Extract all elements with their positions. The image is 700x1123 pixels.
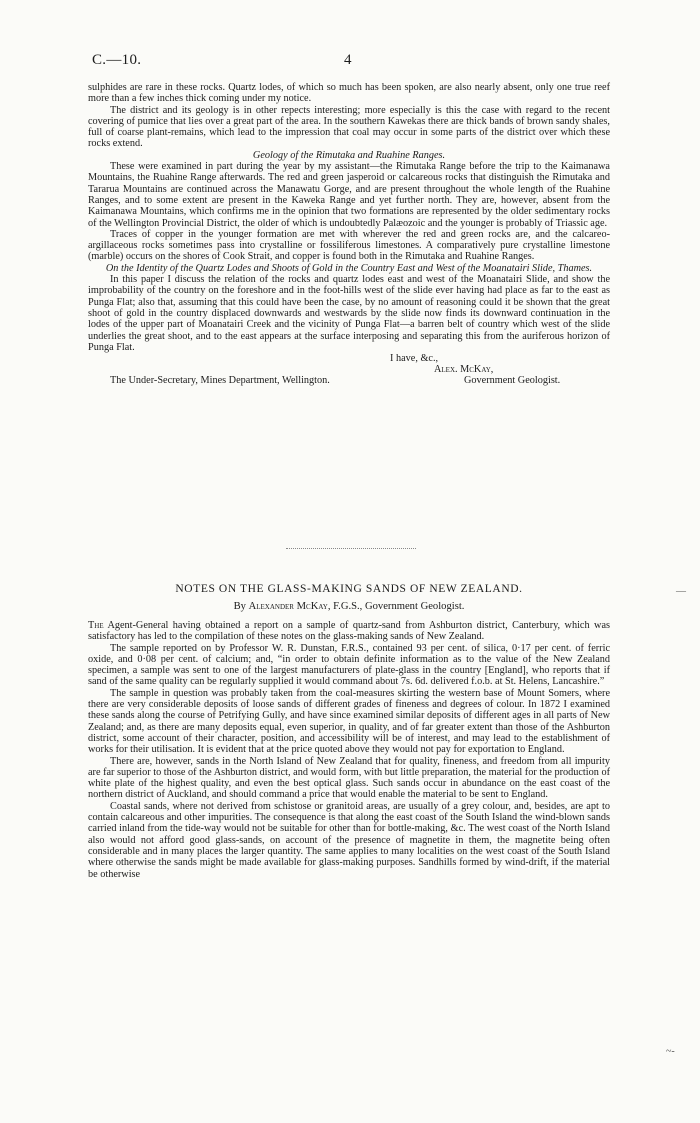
paragraph: The sample reported on by Professor W. R. Dunstan, F.R.S., contained 93 per cent. of silica, 0·17 per cent. of ferric oxide, and 0·08 per cent. of calcium; and, “in order to obtain definite information as to the value of the New Zealand specimen, a sample was sent to one of the largest manufacturers of plate-glass in the country [England], who reports that if sand of the same quality can be regularly supplied it would command about 7s. 6d. delivered f.o.b. at St. Helens, Lancashire.” (88, 642, 610, 688)
drop-word: The (88, 620, 104, 631)
margin-mark: — (676, 586, 686, 597)
document-reference: C.—10. (92, 52, 142, 68)
subheading-rimutaka-ruahine: Geology of the Rimutaka and Ruahine Ranges. (252, 149, 446, 161)
paragraph: In this paper I discuss the relation of the rocks and quartz lodes east and west of the Moanatairi Slide, and show the improbability of the country on the foreshore and in the foot-hills west of the slide ever having had place as far to the east as Punga Flat; also that, assuming that this could have been the case, by no amount of reasoning could it be shown that the great shoot of gold in the country displaced downwards and westwards by the slide now finds its downward continuation in the lodes of the upper part of Moanatairi Creek and the vicinity of Punga Flat—a barren belt of country which west of the slide underlies the great shoot, and to the east appears at the surface interposing and separating this from the auriferous horizon of Punga Flat. (88, 274, 610, 353)
page-number: 4 (344, 52, 352, 68)
paragraph: These were examined in part during the year by my assistant—the Rimutaka Range before the trip to the Kaimanawa Mountains, the Ruahine Range afterwards. The red and green jasperoid or calcareous rocks that distinguish the Rimutaka and Tararua Mountains are continued across the Manawatu Gorge, and are present throughout the whole length of the Ruahine Ranges, and to some extent are present in the Kaweka Range and yet further north. They are, however, absent from the Kaimanawa Mountains, which confirms me in the opinion that two formations are represented by the older sedimentary rocks of the Wellington Provincial District, the older of which is undoubtedly Palæozoic and the younger is probably of Triassic age. (88, 161, 610, 229)
paragraph (88, 620, 610, 643)
paragraph: sulphides are rare in these rocks. Quartz lodes, of which so much has been spoken, are also nearly absent, only one true reef more than a few inches thick coming under my notice. (88, 82, 610, 105)
addressee: The Under-Secretary, Mines Department, Wellington. (110, 375, 330, 387)
paragraph: Coastal sands, where not derived from schistose or granitoid areas, are usually of a grey colour, and, besides, are apt to contain calcareous and other impurities. The consequence is that along the east coast of the South Island the wind-blown sands carried inland from the tide-way would not be suitable for other than for bottle-making, &c. The west coast of the North Island also would not afford good glass-sands, on account of the presence of magnetite in them, the magnetite being often considerable and in many places the larger quantity. The same applies to many localities on the west coast of the South Island where otherwise the sands might be made available for glass-making purposes. Sandhills formed by wind-drift, if the material be otherwise (88, 800, 610, 880)
article-body (88, 620, 610, 880)
paragraph: The sample in question was probably taken from the coal-measures skirting the western base of Mount Somers, where there are very considerable deposits of loose sands of different grades of fineness and degrees of colour. In 1872 I examined these sands along the course of Petrifying Gully, and have since examined similar deposits of different ages in all parts of New Zealand; and, as there are many deposits equal, even superior, in quality, and of far greater extent than those of the Ashburton district, some account of their character, position, and accessibility will be of interest, and may lead to the establishment of works for their utilisation. It is evident that at the price quoted above they would not pay for exportation to England. (88, 687, 610, 756)
section-divider (286, 548, 416, 549)
margin-mark: ~- (666, 1046, 675, 1057)
closing: I have, &c., (390, 353, 439, 365)
article-byline (88, 601, 610, 612)
subheading-moanatairi-slide: On the Identity of the Quartz Lodes and Shoots of Gold in the Country East and West of the Moanatairi Slide, Thames. (105, 262, 593, 274)
paragraph: There are, however, sands in the North Island of New Zealand that for quality, fineness, and freedom from all impurity are far superior to those of the Ashburton district, and would form, with but little preparation, the material for the production of white plate of the highest quality, and even the best optical glass. Such sands occur in abundance on the east coast of the northern district of Auckland, and should command a price that would enable the material to be sent to England. (88, 755, 610, 801)
byline-prefix: By (233, 601, 246, 612)
signatory-title: Government Geologist. (464, 375, 561, 387)
signoff-block (88, 353, 610, 387)
signatory: Alex. McKay, (434, 364, 494, 376)
article-title: NOTES ON THE GLASS-MAKING SANDS OF NEW ZEALAND. (175, 583, 523, 595)
paragraph: The district and its geology is in other repects interesting; more especially is this the case with regard to the recent covering of pumice that lies over a great part of the area. In the southern Kawekas there are thick bands of brown sandy shales, full of coarse plant-remains, which lead to the impression that coal may occur in some parts of the district over which these rocks extend. (88, 104, 610, 150)
paragraph: Traces of copper in the younger formation are met with wherever the red and green rocks are, and the calcareo-argillaceous rocks sometimes pass into crystalline or fossiliferous limestones. A comparatively pure crystalline limestone (marble) occurs on the shores of Cook Strait, and copper is found both in the Rimutaka and Ruahine Ranges. (88, 228, 610, 263)
author-name: Alexander McKay (248, 601, 328, 612)
author-credentials: , F.G.S., Government Geologist. (327, 601, 465, 612)
report-continuation (88, 82, 610, 387)
paragraph-text: Agent-General having obtained a report on a sample of quartz-sand from Ashburton district, Canterbury, which was satisfactory has led to the compilation of these notes on the glass-making sands of New Zealand. (88, 620, 610, 643)
